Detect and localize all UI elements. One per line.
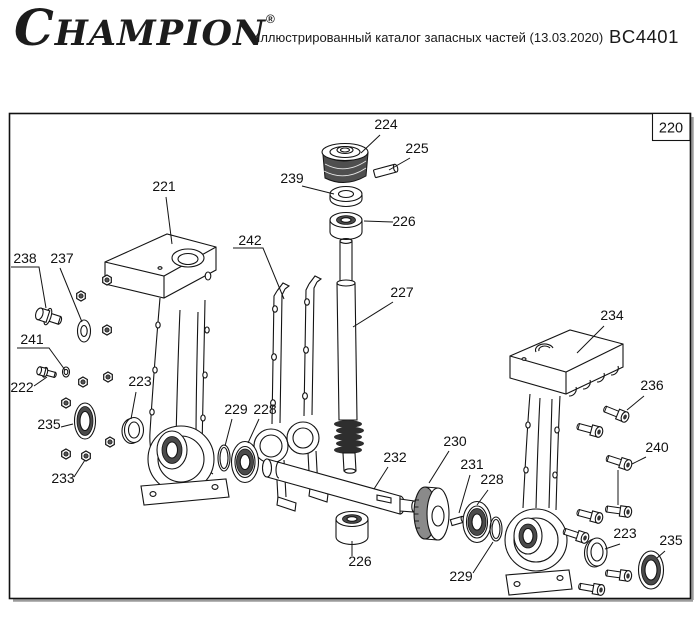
washer-223-left — [122, 418, 144, 444]
callout-228 — [477, 471, 504, 505]
callout-235 — [657, 532, 683, 558]
model-number: BC4401 — [609, 26, 679, 47]
gear-230 — [414, 487, 449, 540]
part-number-label: 242 — [238, 232, 262, 248]
leader-line — [11, 267, 46, 308]
callout-222 — [10, 377, 47, 395]
callout-241 — [17, 331, 65, 370]
leader-line — [364, 221, 393, 222]
o-ring-229-left — [218, 445, 230, 471]
oil-seal-235-right — [639, 551, 664, 589]
callout-223 — [605, 525, 637, 549]
part-number-label: 232 — [383, 449, 407, 465]
leader-line — [34, 377, 47, 386]
part-number-label: 224 — [374, 116, 398, 132]
hex-nut — [62, 449, 71, 459]
leader-line — [61, 424, 73, 427]
brand-name: CHAMPION — [14, 0, 266, 57]
part-number-label: 237 — [50, 250, 74, 266]
part-number-label: 226 — [392, 213, 416, 229]
part-number-label: 235 — [37, 416, 61, 432]
socket-bolt — [576, 421, 604, 438]
socket-bolt — [576, 507, 604, 524]
leader-line — [627, 396, 644, 410]
part-number-label: 223 — [128, 373, 152, 389]
leader-line — [374, 467, 388, 489]
leader-line — [632, 457, 646, 464]
part-number-label: 238 — [13, 250, 37, 266]
worm-shaft-227 — [334, 239, 364, 474]
pulley-224 — [322, 144, 368, 183]
hex-nut — [103, 275, 112, 285]
bolt-236 — [602, 404, 630, 424]
leader-line — [429, 451, 449, 483]
page-number: 220 — [658, 120, 684, 137]
leader-line — [389, 158, 410, 170]
part-number-label: 223 — [613, 525, 637, 541]
bearing-228-left — [232, 442, 259, 483]
hex-nut — [79, 377, 88, 387]
part-number-label: 231 — [460, 456, 484, 472]
leader-line — [302, 186, 334, 194]
callout-226 — [348, 541, 372, 569]
bolt-240 — [605, 504, 632, 518]
callout-226 — [364, 213, 416, 229]
bearing-226-bottom — [336, 512, 368, 545]
callout-237 — [50, 250, 82, 322]
washer-223-right — [585, 538, 608, 567]
washer-237 — [78, 320, 91, 342]
part-number-label: 233 — [51, 470, 75, 486]
part-number-label: 222 — [10, 379, 34, 395]
part-number-label: 241 — [20, 331, 44, 347]
leader-line — [361, 135, 380, 153]
left-housing-221 — [105, 234, 229, 505]
part-number-label: 234 — [600, 307, 624, 323]
callout-235 — [37, 416, 73, 432]
callout-229 — [224, 401, 248, 446]
callout-242 — [233, 232, 284, 299]
callout-238 — [11, 250, 46, 308]
hex-nut — [103, 325, 112, 335]
catalog-subtitle: Иллюстрированный каталог запасных частей (13.03.2020) — [251, 30, 604, 45]
callout-221 — [152, 178, 176, 244]
hex-nut — [77, 291, 86, 301]
hex-nut — [62, 398, 71, 408]
registered-mark: ® — [265, 12, 275, 26]
bearing-226-top — [330, 213, 362, 240]
callout-223 — [128, 373, 152, 419]
leader-line — [353, 302, 393, 327]
leader-line — [225, 419, 232, 446]
leader-line — [605, 544, 620, 549]
bolt-240 — [605, 453, 633, 471]
hex-nut — [106, 437, 115, 447]
callout-240 — [618, 439, 669, 505]
part-number-label: 229 — [449, 568, 473, 584]
hex-nut-233 — [82, 451, 91, 461]
part-number-label: 236 — [640, 377, 664, 393]
callout-227 — [353, 284, 414, 327]
leader-line — [248, 419, 259, 443]
worm-coils — [334, 420, 364, 454]
part-number-label: 228 — [253, 401, 277, 417]
bearing-228-right — [463, 502, 491, 543]
socket-bolt — [605, 568, 632, 582]
part-number-label: 228 — [480, 471, 504, 487]
part-number-label: 229 — [224, 401, 248, 417]
part-number-label: 226 — [348, 553, 372, 569]
leader-line — [131, 392, 136, 419]
part-number-label: 221 — [152, 178, 176, 194]
oil-seal-235-left — [75, 403, 96, 439]
o-ring-229-right — [490, 517, 502, 541]
socket-bolt — [578, 581, 606, 596]
part-number-label: 230 — [443, 433, 467, 449]
washer-239 — [330, 187, 362, 207]
callout-236 — [627, 377, 664, 410]
key-pin-225 — [373, 164, 398, 178]
callout-232 — [374, 449, 407, 489]
part-number-label: 227 — [390, 284, 414, 300]
callout-224 — [361, 116, 398, 153]
part-number-label: 225 — [405, 140, 429, 156]
part-number-label: 235 — [659, 532, 683, 548]
callout-233 — [51, 460, 85, 486]
part-number-label: 239 — [280, 170, 304, 186]
hex-nut — [104, 372, 113, 382]
leader-line — [473, 542, 493, 573]
part-number-label: 240 — [645, 439, 669, 455]
leader-line — [74, 460, 85, 477]
flange-bolt-238 — [33, 305, 63, 329]
callout-229 — [449, 542, 493, 584]
